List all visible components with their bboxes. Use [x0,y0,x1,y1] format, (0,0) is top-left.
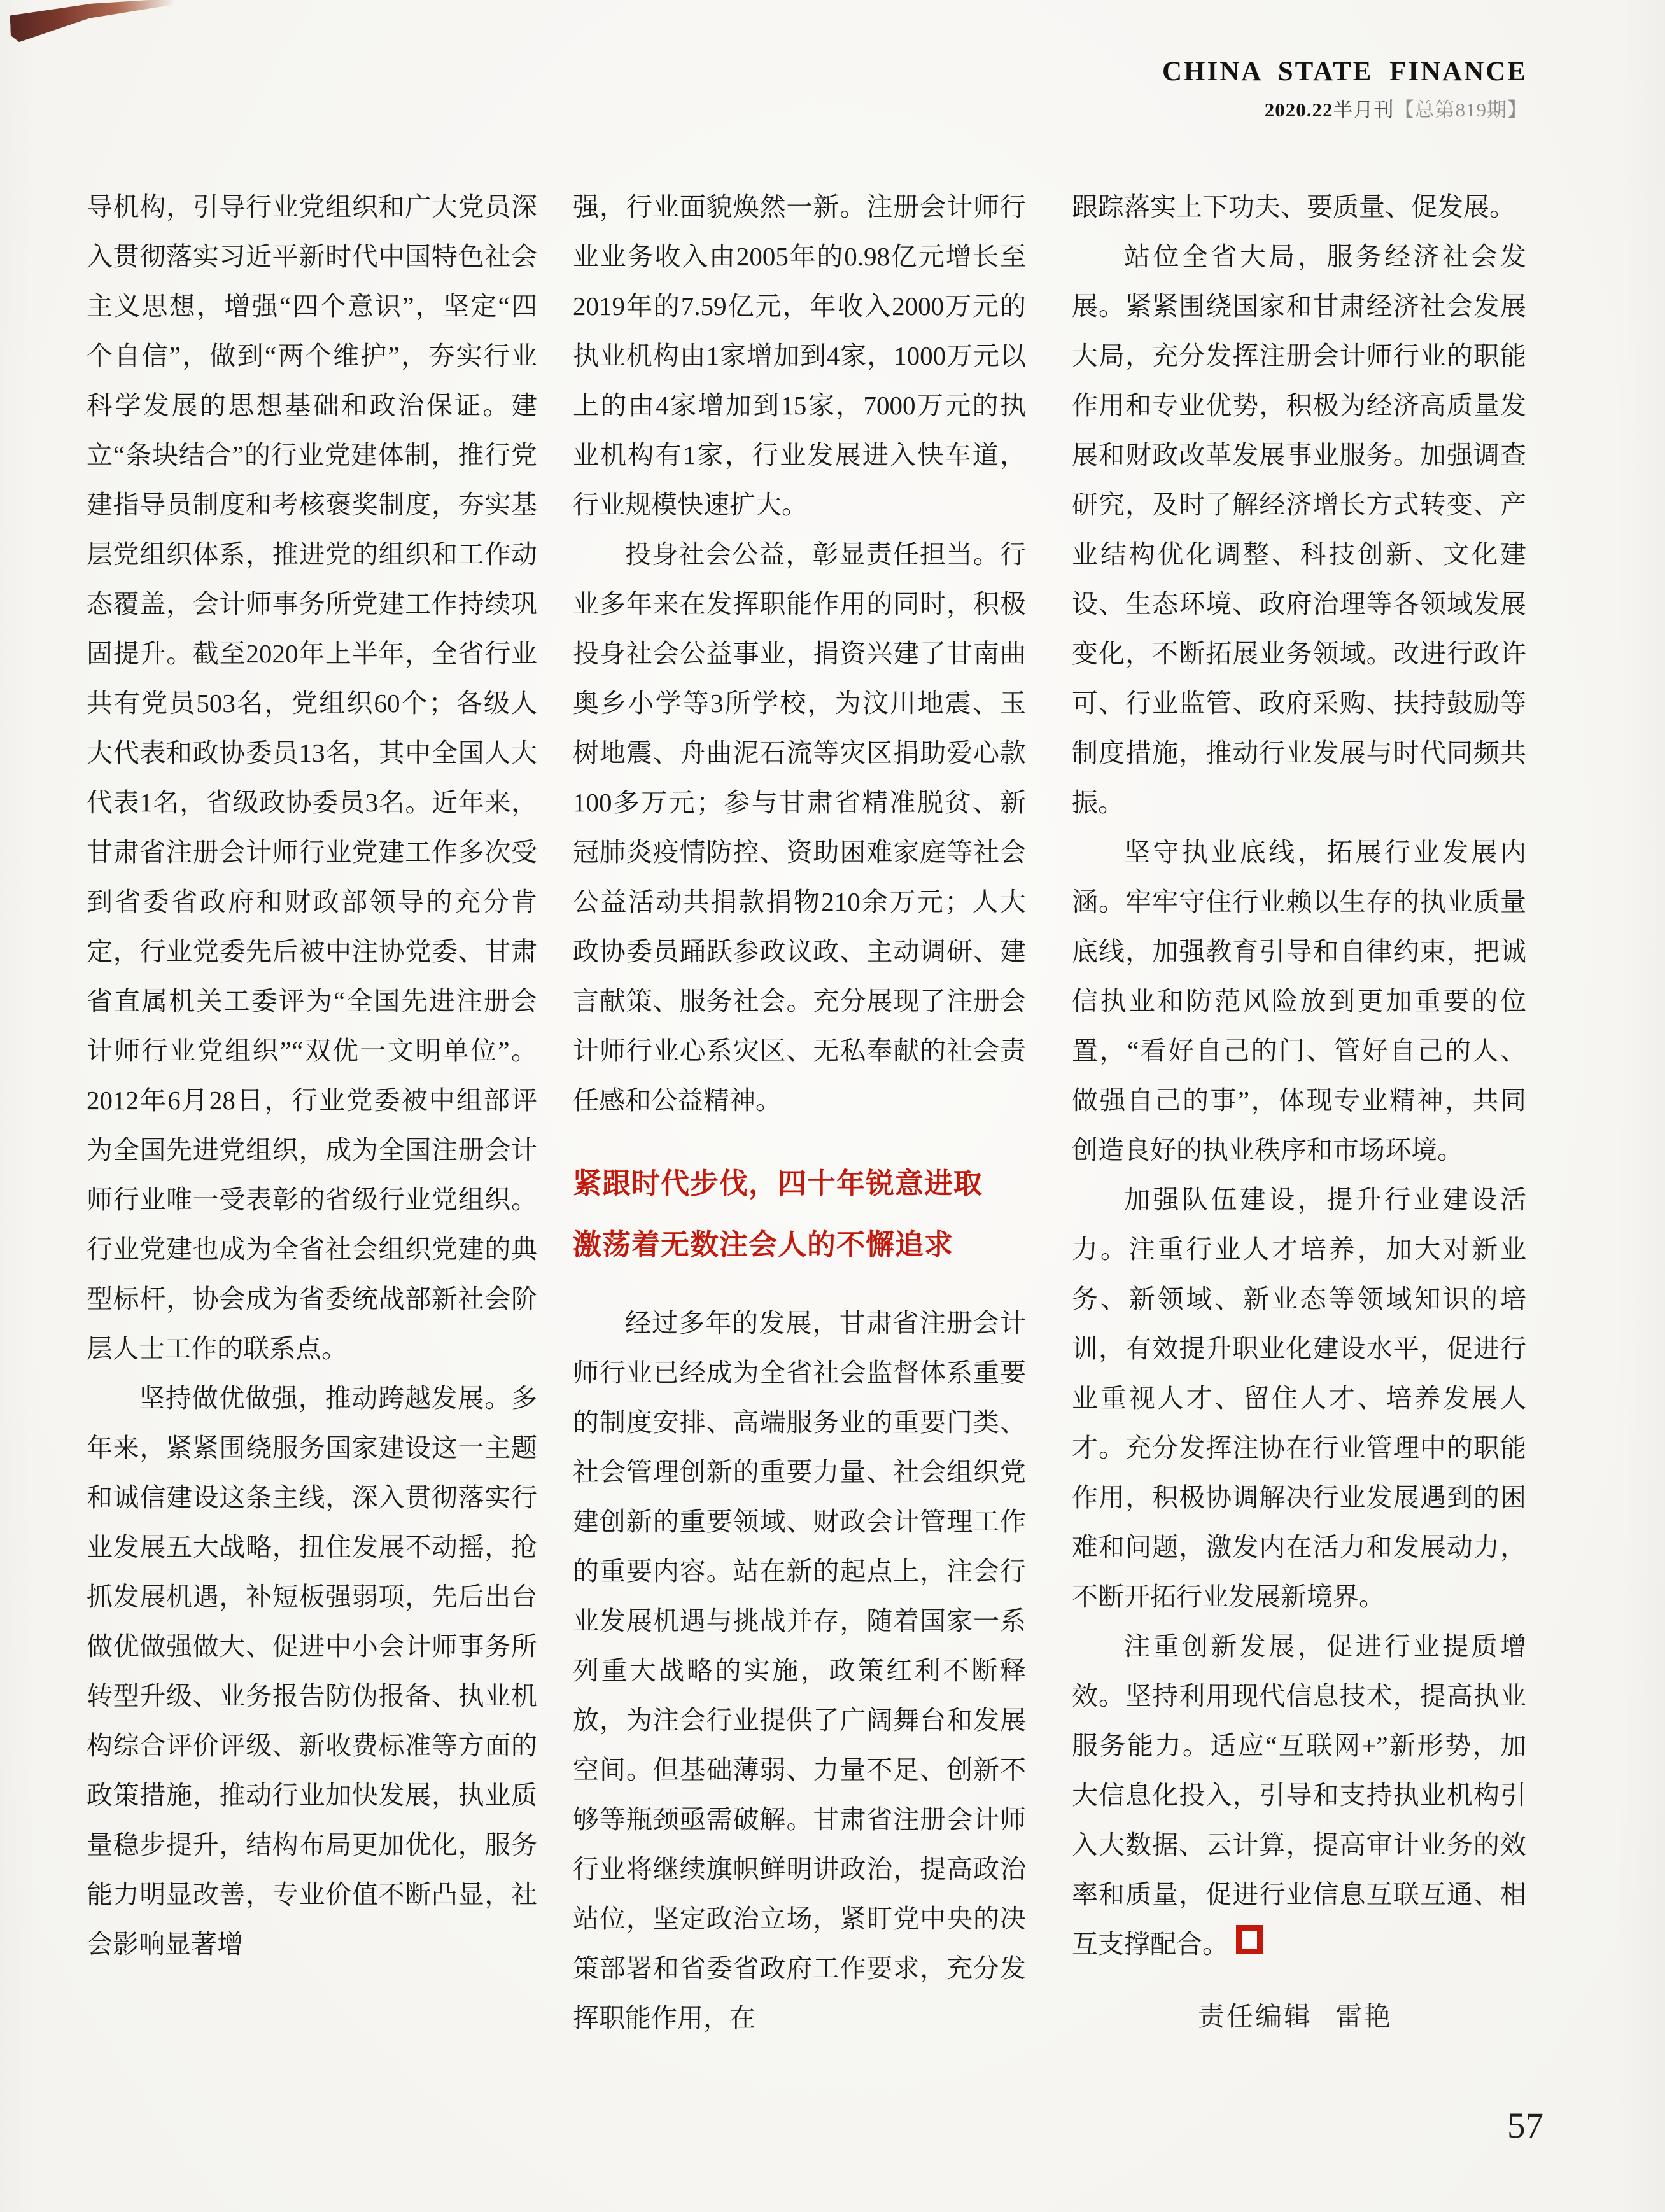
section-heading [573,1153,1026,1275]
article-column-3 [1072,182,1526,2034]
issue-number: 2020.22 [1264,99,1333,121]
cumulative-issue-number: 【总第819期】 [1394,99,1528,121]
paragraph-last [1072,1621,1526,1969]
issue-frequency: 半月刊 [1333,99,1395,121]
journal-name: CHINA STATE FINANCE [1162,57,1528,87]
paragraph: 站位全省大局，服务经济社会发展。紧紧围绕国家和甘肃经济社会发展大局，充分发挥注册会计师行业的职能作用和专业优势，积极为经济高质量发展和财政改革发展事业服务。加强调查研究，及时了解经济增长方式转变、产业结构优化调整、科技创新、文化建设、生态环境、政府治理等各领域发展变化，不断拓展业务领域。改进行政许可、行业监管、政府采购、扶持鼓励等制度措施，推动行业发展与时代同频共振。 [1072,242,1526,817]
editor-credit [1072,1996,1526,2034]
paragraph: 导机构，引导行业党组织和广大党员深入贯彻落实习近平新时代中国特色社会主义思想，增强“四个意识”，坚定“四个自信”，做到“两个维护”，夯实行业科学发展的思想基础和政治保证。建立“条块结合”的行业党建体制，推行党建指导员制度和考核褒奖制度，夯实基层党组织体系，推进党的组织和工作动态覆盖，会计师事务所党建工作持续巩固提升。截至2020年上半年，全省行业共有党员503名，党组织60个；各级人大代表和政协委员13名，其中全国人大代表1名，省级政协委员3名。近年来，甘肃省注册会计师行业党建工作多次受到省委省政府和财政部领导的充分肯定，行业党委先后被中注协党委、甘肃省直属机关工委评为“全国先进注册会计师行业党组织”“双优一文明单位”。2012年6月28日，行业党委被中组部评为全国先进党组织，成为全国注册会计师行业唯一受表彰的省级行业党组织。行业党建也成为全省社会组织党建的典型标杆，协会成为省委统战部新社会阶层人士工作的联系点。 [87,192,537,1363]
article-column-1 [87,182,537,1969]
editor-name: 雷艳 [1335,2003,1393,2032]
section-heading-line-1: 紧跟时代步伐，四十年锐意进取 [573,1167,983,1200]
paragraph: 加强队伍建设，提升行业建设活力。注重行业人才培养，加大对新业务、新领域、新业态等领域知识的培训，有效提升职业化建设水平，促进行业重视人才、留住人才、培养发展人才。充分发挥注协在行业管理中的职能作用，积极协调解决行业发展遇到的困难和问题，激发内在活力和发展动力，不断开拓行业发展新境界。 [1072,1185,1526,1611]
journal-masthead [1162,56,1528,122]
end-of-article-icon [1236,1925,1263,1954]
issue-line [1162,94,1528,122]
paragraph: 强，行业面貌焕然一新。注册会计师行业业务收入由2005年的0.98亿元增长至2019年的7.59亿元，年收入2000万元的执业机构由1家增加到4家，1000万元以上的由4家增加到15家，7000万元的执业机构有1家，行业发展进入快车道，行业规模快速扩大。 [573,192,1026,519]
editor-label: 责任编辑 [1197,2003,1312,2032]
article-column-2 [573,182,1026,2043]
paragraph: 跟踪落实上下功夫、要质量、促发展。 [1072,192,1515,221]
paragraph-text: 注重创新发展，促进行业提质增效。坚持利用现代信息技术，提高执业服务能力。适应“互联网+”新形势，加大信息化投入，引导和支持执业机构引入大数据、云计算，提高审计业务的效率和质量，促进行业信息互联互通、相互支撑配合。 [1072,1632,1526,1959]
paragraph: 经过多年的发展，甘肃省注册会计师行业已经成为全省社会监督体系重要的制度安排、高端服务业的重要门类、社会管理创新的重要力量、社会组织党建创新的重要领域、财政会计管理工作的重要内容。站在新的起点上，注会行业发展机遇与挑战并存，随着国家一系列重大战略的实施，政策红利不断释放，为注会行业提供了广阔舞台和发展空间。但基础薄弱、力量不足、创新不够等瓶颈亟需破解。甘肃省注册会计师行业将继续旗帜鲜明讲政治，提高政治站位，坚定政治立场，紧盯党中央的决策部署和省委省政府工作要求，充分发挥职能作用，在 [573,1308,1026,2033]
page-number: 57 [1507,2106,1543,2146]
paragraph: 坚守执业底线，拓展行业发展内涵。牢牢守住行业赖以生存的执业质量底线，加强教育引导和自律约束，把诚信执业和防范风险放到更加重要的位置，“看好自己的门、管好自己的人、做强自己的事”，体现专业精神，共同创造良好的执业秩序和市场环境。 [1072,837,1526,1165]
paragraph: 投身社会公益，彰显责任担当。行业多年来在发挥职能作用的同时，积极投身社会公益事业，捐资兴建了甘南曲奥乡小学等3所学校，为汶川地震、玉树地震、舟曲泥石流等灾区捐助爱心款100多万元；参与甘肃省精准脱贫、新冠肺炎疫情防控、资助困难家庭等社会公益活动共捐款捐物210余万元；人大政协委员踊跃参政议政、主动调研、建言献策、服务社会。充分展现了注册会计师行业心系灾区、无私奉献的社会责任感和公益精神。 [573,540,1026,1115]
paragraph: 坚持做优做强，推动跨越发展。多年来，紧紧围绕服务国家建设这一主题和诚信建设这条主线，深入贯彻落实行业发展五大战略，扭住发展不动摇，抢抓发展机遇，补短板强弱项，先后出台做优做强做大、促进中小会计师事务所转型升级、业务报告防伪报备、执业机构综合评价评级、新收费标准等方面的政策措施，推动行业加快发展，执业质量稳步提升，结构布局更加优化，服务能力明显改善，专业价值不断凸显，社会影响显著增 [87,1383,537,1959]
page-edge-ink-smudge-icon [10,0,176,43]
section-heading-line-2: 激荡着无数注会人的不懈追求 [573,1228,954,1261]
